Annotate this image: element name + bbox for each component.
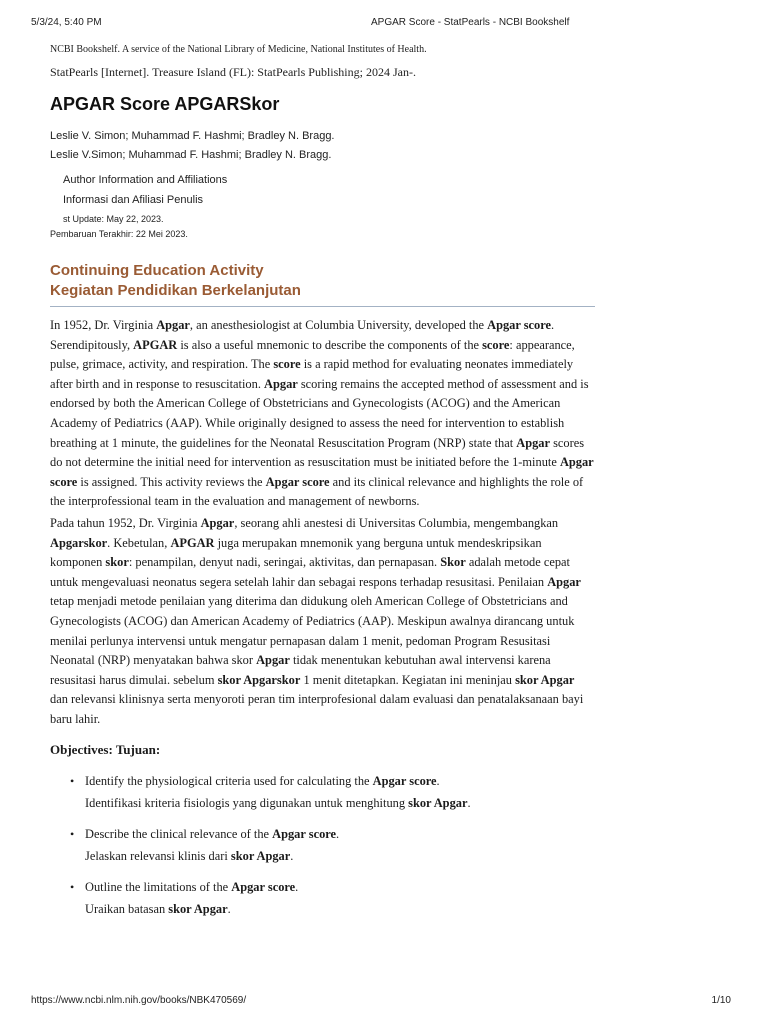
- bold-term: Apgar: [256, 653, 290, 668]
- bullet-icon: •: [70, 827, 75, 842]
- bold-term: APGAR: [133, 337, 178, 352]
- objective-en: [85, 876, 595, 898]
- text-run: Describe the clinical relevance of the: [85, 827, 273, 842]
- bold-term: skor: [105, 555, 129, 570]
- text-run: scoring remains the accepted method of assessment and is endorsed by both the American College of Obstetricians and Gynecologists (ACOG) and the American Academy of Pediatrics (AAP). While originally designed to assess the need for intervention to establish breathing at 1 minute, the guidelines for the Neonatal Resuscitation Program (NRP) state that: [50, 376, 589, 450]
- text-run: 1 menit ditetapkan. Kegiatan ini meninjau: [300, 672, 516, 687]
- bold-term: Apgar score: [487, 318, 552, 332]
- text-run: , an anesthesiologist at Columbia University, developed the: [189, 318, 488, 332]
- bold-term: skor Apgarskor: [217, 672, 301, 687]
- objectives-list: [50, 770, 595, 920]
- text-run: In 1952, Dr. Virginia: [50, 318, 157, 332]
- text-run: is assigned. This activity reviews the: [77, 474, 266, 489]
- bullet-icon: •: [70, 774, 75, 789]
- text-run: dan relevansi klinisnya serta menyoroti peran tim interprofesional dalam evaluasi dan penatalaksanaan bayi baru lahir.: [50, 692, 584, 726]
- objective-id: [85, 898, 595, 920]
- section-heading-id: Kegiatan Pendidikan Berkelanjutan: [50, 282, 301, 299]
- section-heading-en: Continuing Education Activity: [50, 262, 264, 279]
- text-run: is also a useful mnemonic to describe the components of the: [177, 337, 483, 352]
- page-number: 1/10: [711, 995, 731, 1006]
- text-run: tetap menjadi metode penilaian yang diterima dan didukung oleh American College of Obstetricians and Gynecologists (ACOG) dan American Academy of Pediatrics (AAP). Meskipun awalnya dirancang untuk menilai perlunya intervensi untuk mengatur pernapasan dalam 1 menit, pedoman Program Resusitasi Neonatal (NRP) menyatakan bahwa skor: [50, 594, 575, 668]
- bold-term: Apgarskor: [50, 535, 108, 550]
- text-run: is a rapid method for evaluating neonates immediately after birth and in response to resuscitation.: [50, 357, 574, 391]
- text-run: Identify the physiological criteria used for calculating the: [85, 774, 373, 789]
- section-heading: [50, 261, 595, 307]
- objective-en: [85, 770, 595, 792]
- bold-term: Apgar: [547, 574, 581, 589]
- text-run: Outline the limitations of the: [85, 880, 232, 895]
- bold-term: score: [273, 357, 301, 372]
- bold-term: skor Apgar: [168, 902, 228, 917]
- page-title: APGAR Score APGARSkor: [50, 94, 280, 114]
- bold-term: skor Apgar: [515, 672, 575, 687]
- text-run: .: [295, 880, 299, 895]
- author-line-id: Leslie V.Simon; Muhammad F. Hashmi; Bradley N. Bragg.: [50, 149, 332, 161]
- bold-term: Apgar score: [272, 827, 337, 842]
- objective-id: [85, 792, 595, 814]
- bold-term: score: [482, 337, 510, 352]
- text-run: : appearance, pulse, grimace, activity, and respiration. The: [50, 337, 575, 372]
- text-run: Uraikan batasan: [85, 902, 169, 917]
- text-run: adalah metode cepat untuk mengevaluasi neonatus segera setelah lahir dan sebagai respons terhadap resusitasi. Penilaian: [50, 555, 570, 589]
- bold-term: Apgar: [156, 318, 190, 332]
- authors: [50, 127, 595, 165]
- text-run: , seorang ahli anestesi di Universitas Columbia, mengembangkan: [234, 515, 559, 530]
- objective-id: [85, 845, 595, 867]
- bold-term: Apgar score: [372, 774, 437, 789]
- affiliations: [63, 170, 595, 210]
- text-run: .: [436, 774, 440, 789]
- text-run: juga merupakan mnemonik yang berguna untuk mendeskripsikan komponen: [50, 535, 542, 570]
- bold-term: APGAR: [170, 535, 215, 550]
- bold-term: Apgar: [264, 376, 298, 391]
- bold-term: Apgar: [516, 435, 550, 450]
- text-run: : penampilan, denyut nadi, seringai, aktivitas, dan pernapasan.: [128, 555, 441, 570]
- page-url[interactable]: https://www.ncbi.nlm.nih.gov/books/NBK470569/: [31, 995, 247, 1006]
- bold-term: Apgar score: [231, 880, 296, 895]
- text-run: . Serendipitously,: [50, 318, 555, 352]
- bold-term: Apgar: [200, 515, 235, 530]
- text-run: tidak menentukan kebutuhan awal intervensi karena resusitasi harus dimulai. sebelum: [50, 653, 551, 687]
- text-run: .: [336, 827, 340, 842]
- objectives-heading: Objectives: Tujuan:: [50, 742, 161, 758]
- paragraph-id: [50, 514, 595, 730]
- affiliations-link[interactable]: Author Information and Affiliations: [63, 174, 228, 186]
- bookshelf-notice: NCBI Bookshelf. A service of the National Library of Medicine, National Institutes of Health.: [50, 44, 427, 55]
- print-date: 5/3/24, 5:40 PM: [31, 17, 102, 28]
- text-run: .: [467, 796, 471, 811]
- bold-term: skor Apgar: [230, 849, 291, 864]
- text-run: scores do not determine the initial need for intervention as resuscitation must be initiated before the 1-minute: [50, 435, 585, 470]
- bullet-icon: •: [70, 880, 75, 895]
- text-run: and its clinical relevance and highlights the role of the interprofessional team in the evaluation and management of newborns.: [50, 474, 584, 509]
- author-line-en: Leslie V. Simon; Muhammad F. Hashmi; Bradley N. Bragg.: [50, 130, 335, 142]
- list-item: [50, 823, 595, 867]
- paragraph-en: [50, 316, 595, 512]
- text-run: .: [290, 849, 294, 864]
- article-content: [50, 44, 595, 929]
- objective-en: [85, 823, 595, 845]
- affiliations-link-id[interactable]: Informasi dan Afiliasi Penulis: [63, 194, 204, 206]
- last-update-id: Pembaruan Terakhir: 22 Mei 2023.: [50, 229, 188, 239]
- bold-term: skor Apgar: [408, 796, 468, 811]
- bold-term: Apgar score: [265, 474, 330, 489]
- citation: StatPearls [Internet]. Treasure Island (FL): StatPearls Publishing; 2024 Jan-.: [50, 65, 416, 79]
- print-page-title: APGAR Score - StatPearls - NCBI Bookshelf: [371, 17, 570, 28]
- list-item: [50, 876, 595, 920]
- text-run: Identifikasi kriteria fisiologis yang digunakan untuk menghitung: [85, 796, 409, 811]
- bold-term: Skor: [440, 555, 466, 570]
- text-run: . Kebetulan,: [107, 535, 171, 550]
- last-update-en: st Update: May 22, 2023.: [63, 214, 164, 224]
- list-item: [50, 770, 595, 814]
- text-run: .: [227, 902, 231, 917]
- bold-term: Apgar score: [50, 455, 594, 489]
- text-run: Pada tahun 1952, Dr. Virginia: [50, 515, 201, 530]
- text-run: Jelaskan relevansi klinis dari: [85, 849, 231, 864]
